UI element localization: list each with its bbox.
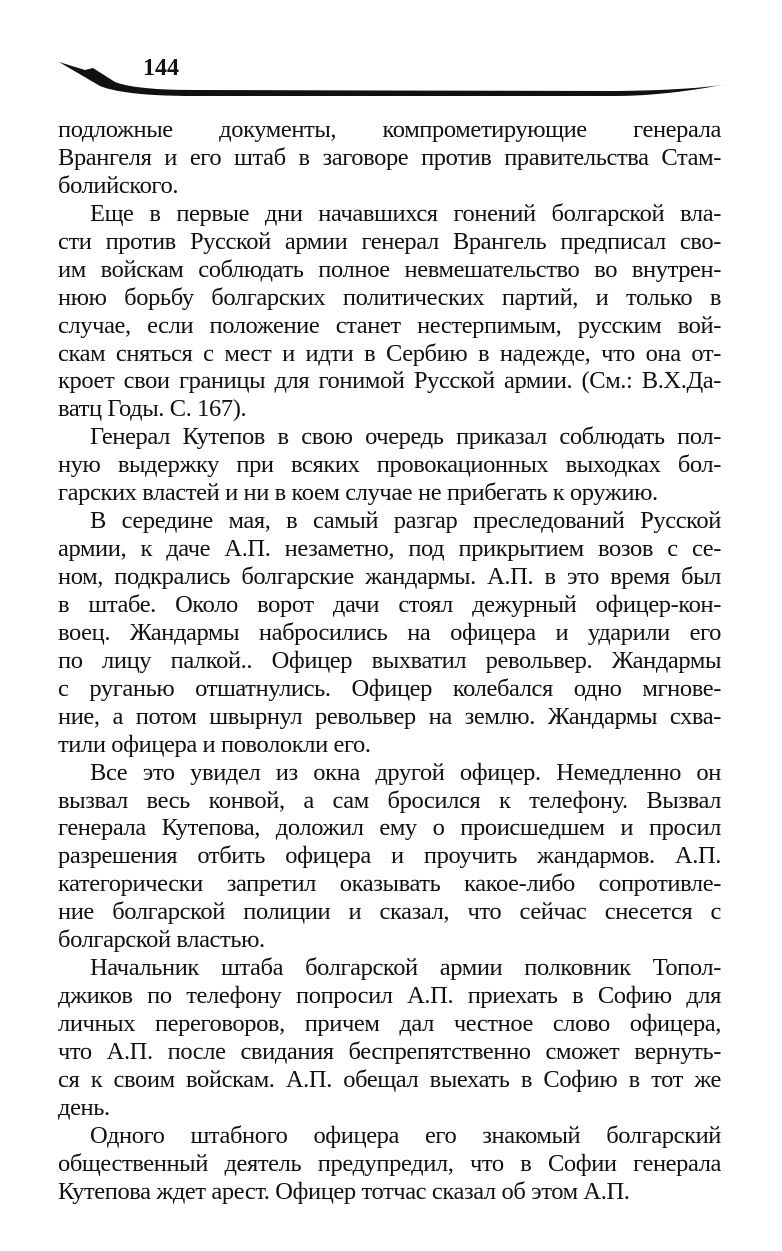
text-line: болгарской властью. [58,926,265,954]
page-header [0,0,782,110]
text-line: скам сняться с мест и идти в Сербию в надежде, что она от- [58,339,721,367]
text-line: В середине мая, в самый разгар преследований Русской [90,507,721,535]
text-line: Начальник штаба болгарской армии полковник Топол- [90,954,721,982]
text-line: тили офицера и поволокли его. [58,730,371,758]
text-line: день. [58,1093,110,1121]
text-line: гарских властей и ни в коем случае не прибегать к оружию. [58,479,658,507]
text-line: Врангеля и его штаб в заговоре против правительства Стам- [58,143,721,171]
text-line: в штабе. Около ворот дачи стоял дежурный офицер-кон- [58,590,721,618]
text-line: болийского. [58,171,179,199]
text-line: что А.П. после свидания беспрепятственно сможет вернуть- [58,1037,721,1065]
text-line: личных переговоров, причем дал честное слово офицера, [58,1010,721,1037]
text-line: ватц Годы. С. 167). [58,395,247,423]
paragraph [58,116,721,200]
text-line: по лицу палкой.. Офицер выхватил револьвер. Жандармы [58,646,721,674]
text-line: сти против Русской армии генерал Врангель предписал сво- [58,227,721,255]
paragraph [58,507,721,758]
text-line: кроет свои границы для гонимой Русской армии. (См.: В.Х.Да- [58,367,721,395]
text-line: ние болгарской полиции и сказал, что сейчас снесется с [58,898,721,926]
text-line: Еще в первые дни начавшихся гонений болгарской вла- [90,199,721,227]
paragraph [58,1122,721,1206]
text-line: им войскам соблюдать полное невмешательство во внутрен- [58,255,721,283]
paragraph [58,200,721,424]
text-line: вызвал весь конвой, а сам бросился к телефону. Вызвал [58,786,721,814]
paragraph [58,759,721,955]
text-line: ся к своим войскам. А.П. обещал выехать в Софию в тот же [58,1065,721,1093]
text-line: ную выдержку при всяких провокационных выходках бол- [58,451,721,479]
text-line: категорически запретил оказывать какое-либо сопротивле- [58,870,721,898]
text-line: случае, если положение станет нестерпимым, русским вой- [58,311,721,339]
text-line: джиков по телефону попросил А.П. приехать в Софию для [58,982,721,1010]
page-number: 144 [143,55,179,81]
text-line: общественный деятель предупредил, что в Софии генерала [58,1149,721,1177]
text-line: Все это увидел из окна другой офицер. Немедленно он [90,758,721,786]
text-line: Генерал Кутепов в свою очередь приказал соблюдать пол- [90,423,721,451]
text-line: Кутепова ждет арест. Офицер тотчас сказал об этом А.П. [58,1177,630,1205]
text-line: Одного штабного офицера его знакомый болгарский [90,1121,721,1149]
text-line: подложные документы, компрометирующие генерала [58,116,721,143]
text-line: армии, к даче А.П. незаметно, под прикрытием возов с се- [58,535,721,563]
text-line: с руганью отшатнулись. Офицер колебался одно мгнове- [58,674,721,702]
text-line: разрешения отбить офицера и проучить жандармов. А.П. [58,842,721,870]
text-line: ние, а потом швырнул револьвер на землю. Жандармы схва- [58,702,721,730]
paragraph [58,423,721,507]
text-line: нюю борьбу болгарских политических партий, и только в [58,283,721,311]
text-line: ном, подкрались болгарские жандармы. А.П. в это время был [58,563,721,590]
text-line: воец. Жандармы набросились на офицера и ударили его [58,618,721,646]
paragraph [58,954,721,1122]
body-text [58,116,721,1206]
text-line: генерала Кутепова, доложил ему о происшедшем и просил [58,814,721,842]
